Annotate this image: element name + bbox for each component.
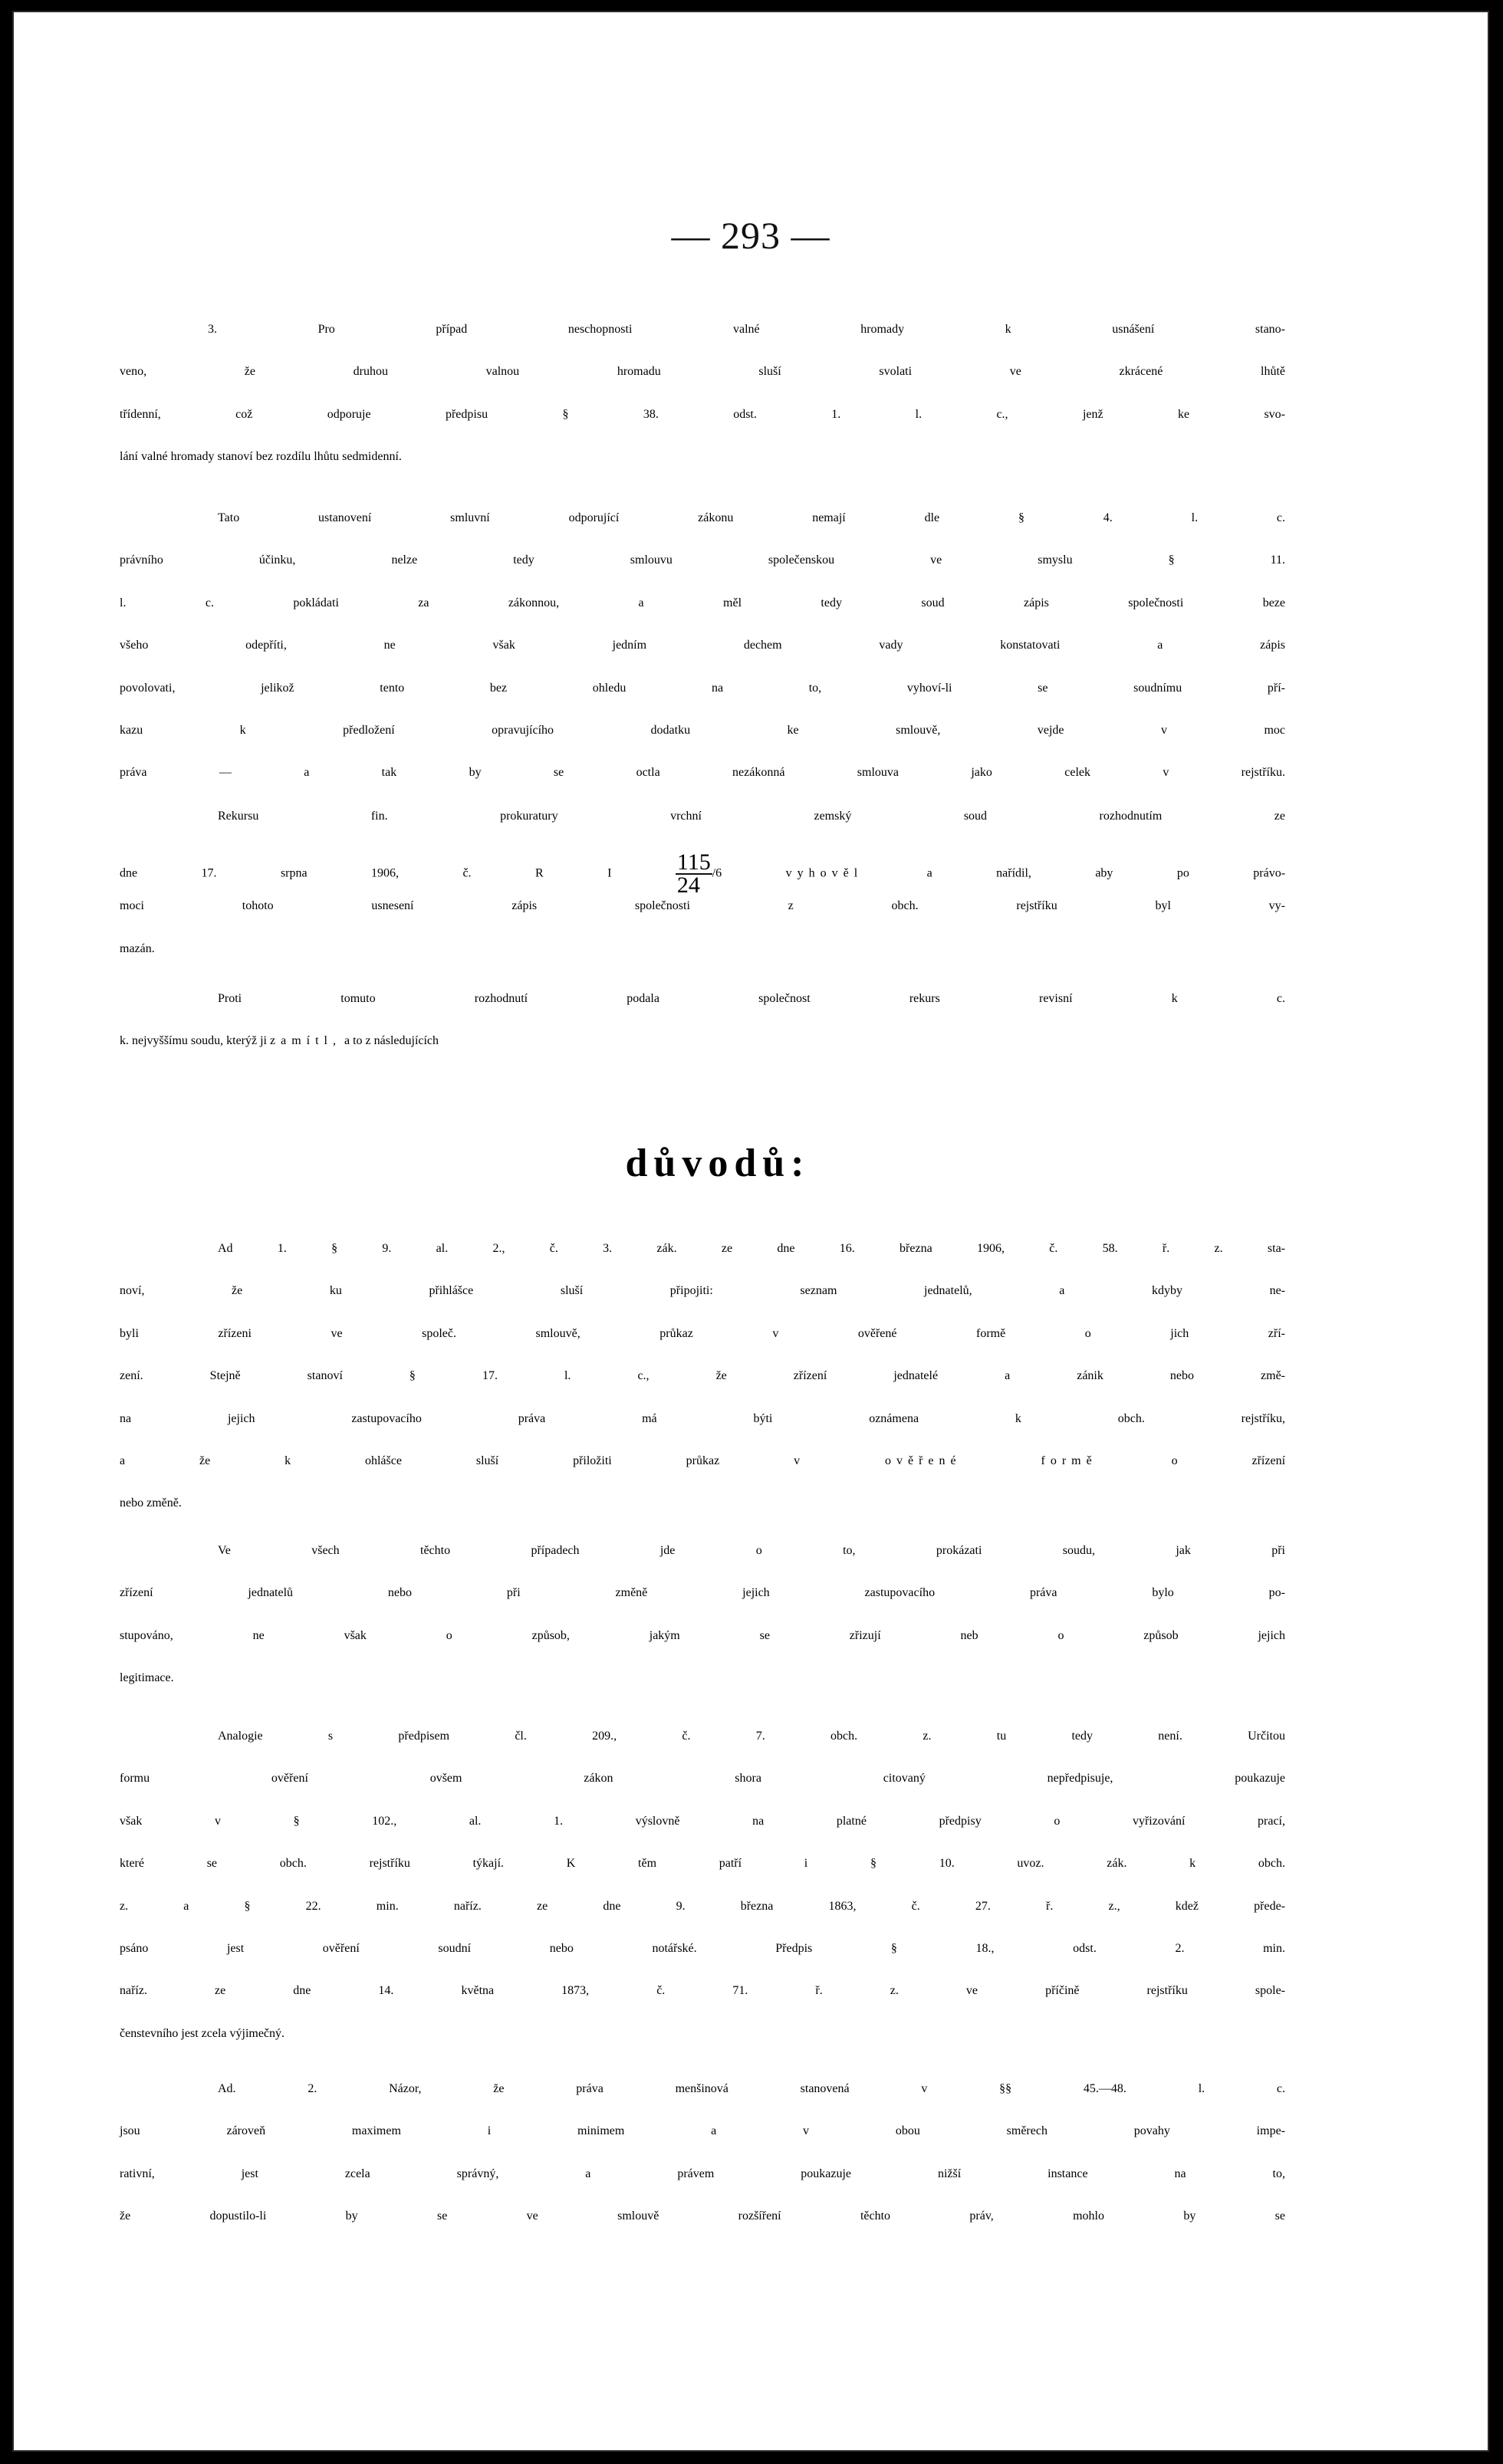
case-number-fraction	[676, 849, 712, 899]
text-line: kazu k předložení opravujícího dodatku ke smlouvě, vejde v moc	[120, 723, 1285, 737]
paragraph-2	[120, 511, 1285, 809]
paragraph-5	[120, 1242, 1285, 1539]
emphasized-text: vyhověl	[785, 867, 863, 881]
text-line: všeho odepříti, ne však jedním dechem vady konstatovati a zápis	[120, 639, 1285, 652]
text-line: mazán.	[120, 941, 155, 955]
text-line: legitimace.	[120, 1671, 174, 1685]
text-line: zení. Stejně stanoví § 17. l. c., že zřízení jednatelé a zánik nebo změ-	[120, 1369, 1285, 1383]
text-line: Proti tomuto rozhodnutí podala společnost rekurs revisní k c.	[218, 992, 1285, 1005]
text-fragment: k. nejvyššímu soudu, kterýž ji	[120, 1034, 267, 1048]
text-fragment: /6	[712, 867, 722, 881]
text-line: psáno jest ověření soudní nebo notářské. Předpis § 18., odst. 2. min.	[120, 1941, 1285, 1955]
text-line: práva — a tak by se octla nezákonná smlouva jako celek v rejstříku.	[120, 766, 1285, 780]
text-line: právního účinku, nelze tedy smlouvu společenskou ve smyslu § 11.	[120, 554, 1285, 567]
text-line: noví, že ku přihlášce sluší připojiti: seznam jednatelů, a kdyby ne-	[120, 1284, 1285, 1298]
text-line: formu ověření ovšem zákon shora citovaný nepředpisuje, poukazuje	[120, 1772, 1285, 1786]
paragraph-3	[120, 810, 1285, 984]
text-line: Ve všech těchto případech jde o to, prokázati soudu, jak při	[218, 1544, 1285, 1557]
fraction-denominator: 24	[676, 872, 700, 899]
paragraph-1	[120, 323, 1285, 493]
text-line: však v § 102., al. 1. výslovně na platné předpisy o vyřizování prací,	[120, 1814, 1285, 1828]
text-line	[120, 1454, 1285, 1496]
text-line: naříz. ze dne 14. května 1873, č. 71. ř. z. ve příčině rejstříku spole-	[120, 1984, 1285, 1998]
text-line: čenstevního jest zcela výjimečný.	[120, 2026, 285, 2040]
text-line: rativní, jest zcela správný, a právem poukazuje nižší instance na to,	[120, 2167, 1285, 2180]
text-line: veno, že druhou valnou hromadu sluší svolati ve zkrácené lhůtě	[120, 365, 1285, 379]
paragraph-6	[120, 1544, 1285, 1714]
text-line: z. a § 22. min. naříz. ze dne 9. března 1863, č. 27. ř. z., kdež přede-	[120, 1899, 1285, 1913]
text-line: Rekursu fin. prokuratury vrchní zemský soud rozhodnutím ze	[218, 810, 1285, 823]
text-line: Ad. 2. Názor, že práva menšinová stanovená v §§ 45.—48. l. c.	[218, 2082, 1285, 2095]
fraction-numerator: 115	[676, 849, 711, 876]
emphasized-text: v ověřené formě	[794, 1454, 1097, 1467]
text-line: byli zřízeni ve společ. smlouvě, průkaz v ověřené formě o jich zří-	[120, 1326, 1285, 1340]
text-line: lání valné hromady stanoví bez rozdílu lhůtu sedmidenní.	[120, 450, 402, 464]
text-line: že dopustilo-li by se ve smlouvě rozšíření těchto práv, mohlo by se	[120, 2209, 1285, 2223]
text-fragment: dne 17. srpna 1906, č. R I	[120, 867, 612, 881]
text-line: l. c. pokládati za zákonnou, a měl tedy soud zápis společnosti beze	[120, 596, 1285, 609]
text-line: moci tohoto usnesení zápis společnosti z obch. rejstříku byl vy-	[120, 899, 1285, 913]
text-line: povolovati, jelikož tento bez ohledu na to, vyhoví-li se soudnímu pří-	[120, 681, 1285, 695]
text-line: stupováno, ne však o způsob, jakým se zřizují neb o způsob jejich	[120, 1628, 1285, 1642]
text-line-with-reference	[120, 849, 1286, 899]
text-line	[120, 1034, 1285, 1076]
text-line: které se obch. rejstříku týkají. K těm patří i § 10. uvoz. zák. k obch.	[120, 1857, 1285, 1871]
text-line: Ad 1. § 9. al. 2., č. 3. zák. ze dne 16. března 1906, č. 58. ř. z. sta-	[218, 1242, 1285, 1255]
text-line: třídenní, což odporuje předpisu § 38. odst. 1. l. c., jenž ke svo-	[120, 407, 1285, 421]
text-line: Analogie s předpisem čl. 209., č. 7. obch. z. tu tedy není. Určitou	[218, 1730, 1285, 1743]
text-line: zřízení jednatelů nebo při změně jejich zastupovacího práva bylo po-	[120, 1586, 1285, 1600]
text-fragment: a že k ohlášce sluší přiložiti průkaz	[120, 1454, 720, 1467]
document-page	[12, 11, 1489, 2452]
text-fragment: a nařídil, aby po právo-	[926, 867, 1286, 881]
text-line: 3. Pro případ neschopnosti valné hromady k usnášení stano-	[208, 323, 1285, 336]
page-number: — 293 —	[671, 214, 830, 257]
text-line: na jejich zastupovacího práva má býti oznámena k obch. rejstříku,	[120, 1411, 1285, 1425]
text-line: jsou zároveň maximem i minimem a v obou směrech povahy impe-	[120, 2124, 1285, 2138]
paragraph-7	[120, 1730, 1285, 2069]
paragraph-8	[120, 2082, 1285, 2252]
text-line: Tato ustanovení smluvní odporující zákonu nemají dle § 4. l. c.	[218, 511, 1285, 524]
section-heading: důvodů:	[625, 1142, 811, 1185]
paragraph-4	[120, 992, 1285, 1077]
emphasized-text: zamítl,	[269, 1034, 341, 1048]
text-fragment: a to z následujících	[344, 1034, 439, 1048]
text-fragment: o zřízení	[1171, 1454, 1286, 1467]
text-line: nebo změně.	[120, 1496, 182, 1510]
